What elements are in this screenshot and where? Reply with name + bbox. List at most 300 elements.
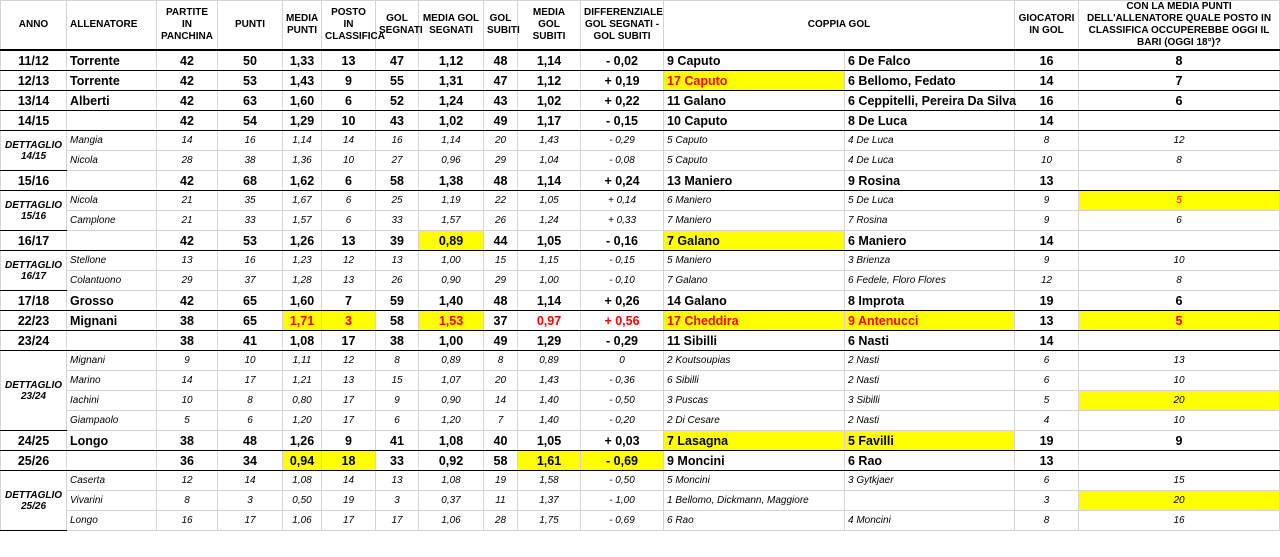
cell-allenatore: Stellone (67, 251, 157, 271)
cell-gol-segnati: 58 (376, 171, 419, 191)
cell-media-punti: 1,08 (283, 331, 322, 351)
cell-punti: 33 (218, 211, 283, 231)
cell-coppia-gol-2: 9 Antenucci (845, 311, 1015, 331)
cell-media-punti: 1,28 (283, 271, 322, 291)
detail-label: DETTAGLIO 15/16 (1, 191, 67, 231)
cell-partite: 38 (157, 431, 218, 451)
detail-row (1, 251, 1280, 271)
cell-posto: 14 (322, 131, 376, 151)
season-row (1, 311, 1280, 331)
cell-coppia-gol: 7 Galano (664, 231, 845, 251)
cell-coppia-gol-2: 6 De Falco (845, 50, 1015, 71)
cell-differenziale: + 0,03 (581, 431, 664, 451)
cell-gol-subiti: 26 (484, 211, 518, 231)
season-row (1, 111, 1280, 131)
cell-giocatori-in-gol: 6 (1015, 371, 1079, 391)
cell-differenziale: + 0,19 (581, 71, 664, 91)
cell-allenatore: Vivarini (67, 491, 157, 511)
cell-gol-subiti: 43 (484, 91, 518, 111)
cell-allenatore: Mignani (67, 351, 157, 371)
cell-posto-ipotetico: 6 (1079, 291, 1280, 311)
cell-posto-ipotetico: 10 (1079, 411, 1280, 431)
cell-coppia-gol: 14 Galano (664, 291, 845, 311)
cell-gol-segnati: 38 (376, 331, 419, 351)
cell-media-gol-segnati: 1,38 (419, 171, 484, 191)
cell-coppia-gol: 7 Maniero (664, 211, 845, 231)
cell-punti: 17 (218, 371, 283, 391)
cell-differenziale: - 0,50 (581, 391, 664, 411)
detail-row (1, 371, 1280, 391)
detail-row (1, 471, 1280, 491)
cell-media-gol-subiti: 1,37 (518, 491, 581, 511)
cell-punti: 65 (218, 311, 283, 331)
season-row (1, 71, 1280, 91)
cell-posto: 6 (322, 91, 376, 111)
cell-posto: 13 (322, 231, 376, 251)
cell-media-gol-segnati: 1,31 (419, 71, 484, 91)
cell-coppia-gol: 6 Sibilli (664, 371, 845, 391)
cell-differenziale: + 0,22 (581, 91, 664, 111)
header-media-punti: MEDIA PUNTI (283, 1, 322, 51)
cell-gol-segnati: 33 (376, 211, 419, 231)
cell-posto: 6 (322, 171, 376, 191)
cell-gol-segnati: 43 (376, 111, 419, 131)
cell-media-gol-segnati: 0,89 (419, 351, 484, 371)
cell-coppia-gol-2 (845, 491, 1015, 511)
cell-partite: 42 (157, 91, 218, 111)
cell-posto: 9 (322, 71, 376, 91)
cell-gol-segnati: 13 (376, 251, 419, 271)
cell-coppia-gol: 17 Caputo (664, 71, 845, 91)
cell-posto-ipotetico (1079, 451, 1280, 471)
cell-giocatori-in-gol: 3 (1015, 491, 1079, 511)
cell-media-punti: 1,36 (283, 151, 322, 171)
cell-media-gol-segnati: 0,90 (419, 271, 484, 291)
cell-allenatore: Alberti (67, 91, 157, 111)
cell-punti: 34 (218, 451, 283, 471)
cell-coppia-gol: 11 Galano (664, 91, 845, 111)
cell-coppia-gol-2: 2 Nasti (845, 371, 1015, 391)
cell-gol-segnati: 55 (376, 71, 419, 91)
cell-media-punti: 1,67 (283, 191, 322, 211)
cell-media-punti: 1,06 (283, 511, 322, 531)
cell-coppia-gol: 10 Caputo (664, 111, 845, 131)
cell-giocatori-in-gol: 12 (1015, 271, 1079, 291)
cell-gol-subiti: 49 (484, 331, 518, 351)
header-giocatori-in-gol: CON LA MEDIA PUNTI DELL'ALLENATORE QUALE POSTO IN CLASSIFICA OCCUPEREBBE OGGI IL BARI (OGGI 18°)? (1079, 1, 1280, 51)
cell-giocatori-in-gol: 9 (1015, 191, 1079, 211)
detail-row (1, 411, 1280, 431)
cell-posto-ipotetico: 6 (1079, 91, 1280, 111)
cell-giocatori-in-gol: 4 (1015, 411, 1079, 431)
cell-punti: 38 (218, 151, 283, 171)
header-gol-segnati: GOL SEGNATI (376, 1, 419, 51)
cell-gol-subiti: 48 (484, 50, 518, 71)
cell-gol-subiti: 22 (484, 191, 518, 211)
cell-gol-segnati: 9 (376, 391, 419, 411)
cell-coppia-gol-2: 4 Moncini (845, 511, 1015, 531)
cell-media-punti: 1,11 (283, 351, 322, 371)
cell-partite: 21 (157, 191, 218, 211)
cell-allenatore: Mangia (67, 131, 157, 151)
header-row (1, 1, 1280, 51)
header-partite: PARTITE IN PANCHINA (157, 1, 218, 51)
cell-partite: 42 (157, 50, 218, 71)
cell-allenatore: Longo (67, 511, 157, 531)
cell-giocatori-in-gol: 13 (1015, 451, 1079, 471)
cell-posto: 17 (322, 331, 376, 351)
cell-media-punti: 1,62 (283, 171, 322, 191)
cell-giocatori-in-gol: 6 (1015, 351, 1079, 371)
header-media-gol-subiti: MEDIA GOL SUBITI (518, 1, 581, 51)
cell-anno: 22/23 (1, 311, 67, 331)
cell-gol-segnati: 47 (376, 50, 419, 71)
cell-media-gol-subiti: 1,15 (518, 251, 581, 271)
cell-media-gol-subiti: 1,61 (518, 451, 581, 471)
cell-posto-ipotetico (1079, 111, 1280, 131)
cell-posto: 10 (322, 151, 376, 171)
cell-allenatore: Marino (67, 371, 157, 391)
cell-coppia-gol: 5 Maniero (664, 251, 845, 271)
cell-media-gol-segnati: 1,07 (419, 371, 484, 391)
cell-coppia-gol: 5 Caputo (664, 151, 845, 171)
cell-partite: 42 (157, 71, 218, 91)
cell-posto: 10 (322, 111, 376, 131)
cell-punti: 6 (218, 411, 283, 431)
cell-media-gol-subiti: 1,05 (518, 191, 581, 211)
cell-giocatori-in-gol: 5 (1015, 391, 1079, 411)
cell-media-gol-segnati: 1,20 (419, 411, 484, 431)
cell-differenziale: 0 (581, 351, 664, 371)
cell-gol-segnati: 13 (376, 471, 419, 491)
cell-media-punti: 0,94 (283, 451, 322, 471)
cell-media-gol-segnati: 1,19 (419, 191, 484, 211)
season-row (1, 331, 1280, 351)
cell-media-punti: 1,26 (283, 431, 322, 451)
cell-anno: 15/16 (1, 171, 67, 191)
header-posto: POSTO IN CLASSIFICA (322, 1, 376, 51)
cell-partite: 14 (157, 371, 218, 391)
detail-label: DETTAGLIO 23/24 (1, 351, 67, 431)
cell-media-gol-segnati: 1,24 (419, 91, 484, 111)
cell-posto-ipotetico: 6 (1079, 211, 1280, 231)
cell-posto-ipotetico: 10 (1079, 371, 1280, 391)
cell-coppia-gol-2: 6 Rao (845, 451, 1015, 471)
cell-partite: 42 (157, 111, 218, 131)
cell-media-gol-segnati: 1,57 (419, 211, 484, 231)
cell-media-gol-subiti: 1,02 (518, 91, 581, 111)
cell-differenziale: - 0,69 (581, 511, 664, 531)
detail-row (1, 511, 1280, 531)
cell-gol-segnati: 16 (376, 131, 419, 151)
cell-allenatore: Iachini (67, 391, 157, 411)
cell-giocatori-in-gol: 9 (1015, 211, 1079, 231)
cell-differenziale: - 0,15 (581, 111, 664, 131)
cell-gol-subiti: 49 (484, 111, 518, 131)
cell-anno: 13/14 (1, 91, 67, 111)
cell-anno: 14/15 (1, 111, 67, 131)
cell-media-punti: 0,80 (283, 391, 322, 411)
cell-media-punti: 1,43 (283, 71, 322, 91)
cell-coppia-gol: 5 Caputo (664, 131, 845, 151)
cell-anno: 16/17 (1, 231, 67, 251)
cell-posto-ipotetico: 12 (1079, 131, 1280, 151)
cell-differenziale: - 0,36 (581, 371, 664, 391)
cell-giocatori-in-gol: 13 (1015, 171, 1079, 191)
cell-allenatore (67, 451, 157, 471)
cell-coppia-gol: 2 Di Cesare (664, 411, 845, 431)
cell-coppia-gol-2: 3 Brienza (845, 251, 1015, 271)
cell-posto-ipotetico (1079, 171, 1280, 191)
cell-posto: 12 (322, 351, 376, 371)
season-row (1, 451, 1280, 471)
detail-label: DETTAGLIO 25/26 (1, 471, 67, 531)
cell-gol-segnati: 15 (376, 371, 419, 391)
cell-differenziale: - 0,20 (581, 411, 664, 431)
cell-allenatore: Torrente (67, 50, 157, 71)
detail-row (1, 271, 1280, 291)
cell-anno: 23/24 (1, 331, 67, 351)
cell-partite: 38 (157, 331, 218, 351)
cell-giocatori-in-gol: 16 (1015, 91, 1079, 111)
cell-coppia-gol-2: 6 Ceppitelli, Pereira Da Silva (845, 91, 1015, 111)
detail-row (1, 131, 1280, 151)
cell-media-gol-segnati: 1,02 (419, 111, 484, 131)
cell-partite: 38 (157, 311, 218, 331)
cell-coppia-gol-2: 6 Bellomo, Fedato (845, 71, 1015, 91)
cell-gol-subiti: 44 (484, 231, 518, 251)
cell-anno: 25/26 (1, 451, 67, 471)
cell-anno: 11/12 (1, 50, 67, 71)
cell-posto: 17 (322, 391, 376, 411)
cell-media-gol-segnati: 0,96 (419, 151, 484, 171)
cell-allenatore: Caserta (67, 471, 157, 491)
cell-partite: 21 (157, 211, 218, 231)
cell-coppia-gol: 6 Maniero (664, 191, 845, 211)
cell-media-punti: 1,60 (283, 91, 322, 111)
cell-differenziale: - 0,50 (581, 471, 664, 491)
cell-posto-ipotetico (1079, 331, 1280, 351)
cell-punti: 48 (218, 431, 283, 451)
cell-coppia-gol-2: 8 Improta (845, 291, 1015, 311)
cell-gol-segnati: 58 (376, 311, 419, 331)
cell-media-gol-subiti: 1,58 (518, 471, 581, 491)
cell-coppia-gol: 9 Moncini (664, 451, 845, 471)
cell-coppia-gol: 17 Cheddira (664, 311, 845, 331)
cell-coppia-gol-2: 6 Fedele, Floro Flores (845, 271, 1015, 291)
cell-coppia-gol: 7 Galano (664, 271, 845, 291)
cell-gol-subiti: 28 (484, 511, 518, 531)
header-coppia-gol: COPPIA GOL (664, 1, 1015, 51)
cell-gol-segnati: 26 (376, 271, 419, 291)
cell-giocatori-in-gol: 10 (1015, 151, 1079, 171)
cell-gol-subiti: 29 (484, 151, 518, 171)
cell-media-gol-segnati: 1,53 (419, 311, 484, 331)
cell-coppia-gol-2: 5 Favilli (845, 431, 1015, 451)
cell-partite: 42 (157, 291, 218, 311)
cell-allenatore: Giampaolo (67, 411, 157, 431)
cell-media-punti: 1,60 (283, 291, 322, 311)
detail-row (1, 151, 1280, 171)
cell-anno: 24/25 (1, 431, 67, 451)
cell-punti: 3 (218, 491, 283, 511)
cell-media-gol-segnati: 1,14 (419, 131, 484, 151)
cell-gol-subiti: 48 (484, 291, 518, 311)
cell-media-gol-subiti: 1,05 (518, 431, 581, 451)
cell-posto-ipotetico: 8 (1079, 50, 1280, 71)
cell-media-gol-subiti: 1,00 (518, 271, 581, 291)
cell-gol-subiti: 8 (484, 351, 518, 371)
cell-giocatori-in-gol: 8 (1015, 511, 1079, 531)
cell-allenatore (67, 111, 157, 131)
cell-posto-ipotetico: 10 (1079, 251, 1280, 271)
cell-media-punti: 0,50 (283, 491, 322, 511)
cell-media-gol-segnati: 0,89 (419, 231, 484, 251)
cell-media-gol-segnati: 1,00 (419, 331, 484, 351)
cell-giocatori-in-gol: 14 (1015, 331, 1079, 351)
cell-posto-ipotetico: 7 (1079, 71, 1280, 91)
cell-media-punti: 1,23 (283, 251, 322, 271)
cell-media-gol-segnati: 1,12 (419, 50, 484, 71)
cell-punti: 14 (218, 471, 283, 491)
cell-media-gol-segnati: 0,37 (419, 491, 484, 511)
cell-coppia-gol: 11 Sibilli (664, 331, 845, 351)
header-anno: ANNO (1, 1, 67, 51)
cell-partite: 10 (157, 391, 218, 411)
cell-punti: 41 (218, 331, 283, 351)
cell-gol-subiti: 37 (484, 311, 518, 331)
cell-allenatore: Nicola (67, 151, 157, 171)
cell-coppia-gol-2: 7 Rosina (845, 211, 1015, 231)
cell-media-gol-subiti: 0,89 (518, 351, 581, 371)
cell-gol-subiti: 15 (484, 251, 518, 271)
cell-gol-subiti: 19 (484, 471, 518, 491)
cell-coppia-gol: 13 Maniero (664, 171, 845, 191)
cell-coppia-gol-2: 3 Sibilli (845, 391, 1015, 411)
cell-media-gol-segnati: 1,08 (419, 471, 484, 491)
cell-coppia-gol: 9 Caputo (664, 50, 845, 71)
cell-allenatore (67, 171, 157, 191)
cell-coppia-gol-2: 2 Nasti (845, 351, 1015, 371)
cell-giocatori-in-gol: 14 (1015, 71, 1079, 91)
cell-posto: 9 (322, 431, 376, 451)
cell-gol-subiti: 48 (484, 171, 518, 191)
header-differenziale: DIFFERENZIALE GOL SEGNATI - GOL SUBITI (581, 1, 664, 51)
cell-partite: 13 (157, 251, 218, 271)
cell-posto: 19 (322, 491, 376, 511)
header-punti: PUNTI (218, 1, 283, 51)
cell-media-gol-subiti: 1,14 (518, 291, 581, 311)
cell-allenatore (67, 331, 157, 351)
cell-media-punti: 1,33 (283, 50, 322, 71)
cell-allenatore (67, 231, 157, 251)
cell-partite: 29 (157, 271, 218, 291)
cell-punti: 65 (218, 291, 283, 311)
cell-punti: 68 (218, 171, 283, 191)
cell-media-gol-segnati: 0,92 (419, 451, 484, 471)
cell-coppia-gol-2: 5 De Luca (845, 191, 1015, 211)
cell-gol-subiti: 20 (484, 131, 518, 151)
cell-posto: 6 (322, 211, 376, 231)
cell-media-gol-subiti: 0,97 (518, 311, 581, 331)
cell-punti: 50 (218, 50, 283, 71)
detail-row (1, 211, 1280, 231)
cell-partite: 5 (157, 411, 218, 431)
cell-allenatore: Longo (67, 431, 157, 451)
cell-posto: 3 (322, 311, 376, 331)
cell-media-punti: 1,21 (283, 371, 322, 391)
cell-coppia-gol-2: 2 Nasti (845, 411, 1015, 431)
cell-gol-subiti: 47 (484, 71, 518, 91)
cell-anno: 12/13 (1, 71, 67, 91)
detail-label: DETTAGLIO 14/15 (1, 131, 67, 171)
cell-posto: 13 (322, 371, 376, 391)
cell-posto: 17 (322, 411, 376, 431)
cell-gol-segnati: 8 (376, 351, 419, 371)
cell-posto-ipotetico: 8 (1079, 151, 1280, 171)
cell-media-punti: 1,26 (283, 231, 322, 251)
cell-coppia-gol-2: 6 Nasti (845, 331, 1015, 351)
cell-media-gol-subiti: 1,29 (518, 331, 581, 351)
cell-gol-segnati: 39 (376, 231, 419, 251)
cell-gol-subiti: 14 (484, 391, 518, 411)
cell-media-gol-subiti: 1,14 (518, 171, 581, 191)
cell-partite: 36 (157, 451, 218, 471)
cell-differenziale: + 0,33 (581, 211, 664, 231)
cell-coppia-gol-2: 4 De Luca (845, 151, 1015, 171)
cell-gol-subiti: 7 (484, 411, 518, 431)
cell-posto: 17 (322, 511, 376, 531)
cell-gol-subiti: 40 (484, 431, 518, 451)
cell-media-gol-subiti: 1,24 (518, 211, 581, 231)
cell-media-gol-subiti: 1,40 (518, 411, 581, 431)
cell-partite: 9 (157, 351, 218, 371)
cell-media-punti: 1,08 (283, 471, 322, 491)
cell-punti: 35 (218, 191, 283, 211)
cell-anno: 17/18 (1, 291, 67, 311)
cell-partite: 14 (157, 131, 218, 151)
cell-punti: 10 (218, 351, 283, 371)
cell-gol-segnati: 6 (376, 411, 419, 431)
cell-posto: 14 (322, 471, 376, 491)
cell-differenziale: - 0,15 (581, 251, 664, 271)
cell-differenziale: - 0,02 (581, 50, 664, 71)
header-gol-subiti: GOL SUBITI (484, 1, 518, 51)
cell-gol-subiti: 11 (484, 491, 518, 511)
cell-gol-segnati: 17 (376, 511, 419, 531)
cell-coppia-gol: 6 Rao (664, 511, 845, 531)
cell-media-gol-segnati: 0,90 (419, 391, 484, 411)
cell-posto: 13 (322, 50, 376, 71)
cell-allenatore: Mignani (67, 311, 157, 331)
cell-partite: 12 (157, 471, 218, 491)
detail-row (1, 391, 1280, 411)
cell-gol-segnati: 25 (376, 191, 419, 211)
cell-allenatore: Colantuono (67, 271, 157, 291)
cell-gol-segnati: 33 (376, 451, 419, 471)
season-row (1, 431, 1280, 451)
cell-partite: 16 (157, 511, 218, 531)
cell-coppia-gol-2: 3 Gytkjaer (845, 471, 1015, 491)
table-body (1, 50, 1280, 531)
cell-media-gol-subiti: 1,04 (518, 151, 581, 171)
cell-coppia-gol: 7 Lasagna (664, 431, 845, 451)
cell-media-gol-subiti: 1,14 (518, 50, 581, 71)
cell-media-punti: 1,57 (283, 211, 322, 231)
cell-coppia-gol-2: 6 Maniero (845, 231, 1015, 251)
detail-row (1, 351, 1280, 371)
cell-posto: 13 (322, 271, 376, 291)
